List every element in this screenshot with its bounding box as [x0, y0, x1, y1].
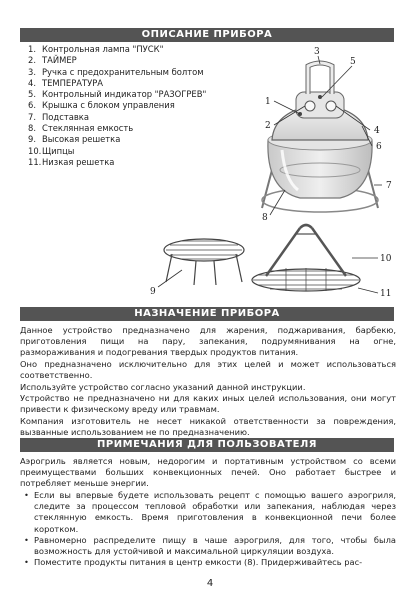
lid: [272, 92, 368, 140]
list-item: • Равномерно распределите пищу в чаше аэрогриля, для того, чтобы была возможность для устойчивой и максимальной циркуляции воздуха.: [20, 535, 396, 557]
item-number: 2.: [28, 55, 36, 66]
notes-list: [20, 490, 396, 568]
section-header-notes: ПРИМЕЧАНИЯ ДЛЯ ПОЛЬЗОВАТЕЛЯ: [20, 438, 394, 452]
item-number: 4.: [28, 77, 36, 88]
item-label: ТАЙМЕР: [42, 55, 77, 66]
callout-1: 1: [265, 97, 271, 107]
callout-7: 7: [386, 181, 392, 191]
callout-4: 4: [374, 126, 380, 136]
item-number: 10.: [28, 145, 42, 156]
item-label: ТЕМПЕРАТУРА: [42, 77, 104, 88]
item-label: Высокая решетка: [42, 134, 121, 145]
callout-10: 10: [380, 254, 392, 264]
item-label: Стеклянная емкость: [42, 123, 134, 134]
callout-8: 8: [262, 213, 268, 223]
callout-2: 2: [265, 121, 271, 131]
item-number: 3.: [28, 66, 36, 77]
item-label: Ручка с предохранительным болтом: [42, 66, 204, 77]
purpose-paragraph-3: Используйте устройство согласно указаний данной инструкции.: [20, 382, 306, 392]
callout-3: 3: [314, 47, 320, 57]
item-number: 11.: [28, 156, 42, 167]
page-number: 4: [206, 578, 214, 589]
purpose-paragraph-5: Компания изготовитель не несет никакой ответственности за повреждения, вызванные использованием не по предназначению.: [20, 416, 396, 438]
notes-intro: Аэрогриль является новым, недорогим и портативным устройством со всеми преимуществами больших конвекционных печей. Оно работает быстрее и потребляет меньше энергии.: [20, 456, 396, 489]
item-number: 1.: [28, 44, 36, 54]
handle: [308, 63, 332, 94]
item-number: 7.: [28, 111, 36, 122]
purpose-paragraph-4: Устройство не предназначено ни для каких иных целей использования, они могут привести к физическому вреду или травмам.: [20, 393, 396, 415]
item-number: 9.: [28, 134, 36, 145]
item-number: 6.: [28, 100, 36, 111]
callout-11: 11: [380, 289, 392, 299]
item-number: 5.: [28, 89, 36, 100]
callout-5: 5: [350, 57, 356, 67]
item-label: Щипцы: [42, 145, 75, 156]
item-label: Контрольный индикатор "РАЗОГРЕВ": [42, 89, 207, 100]
high-rack: [164, 239, 244, 285]
callout-6: 6: [376, 142, 382, 152]
item-label: Контрольная лампа "ПУСК": [42, 44, 164, 54]
item-label: Крышка с блоком управления: [42, 100, 175, 111]
list-item: • Поместите продукты питания в центр емкости (8). Придерживайтесь рас-: [20, 557, 396, 568]
section-header-purpose: НАЗНАЧЕНИЕ ПРИБОРА: [20, 307, 394, 321]
item-label: Низкая решетка: [42, 156, 115, 167]
section-header-description: ОПИСАНИЕ ПРИБОРА: [20, 28, 394, 42]
purpose-paragraph-2: Оно предназначено исключительно для этих целей и может использоваться соответственно.: [20, 359, 396, 381]
callout-9: 9: [150, 287, 156, 297]
item-label: Подставка: [42, 111, 89, 122]
list-item: • Если вы впервые будете использовать рецепт с помощью вашего аэрогриля, следите за процессом тепловой обработки или запекания, наблюдая через стеклянную емкость. Время приготовления в конвекционной печи более коротком.: [20, 490, 396, 535]
purpose-paragraph-1: Данное устройство предназначено для жарения, поджаривания, барбекю, приготовления пищи на пару, запекания, подрумянивания на огне, размораживания и подогревания твердых продуктов питания.: [20, 325, 396, 358]
item-number: 8.: [28, 123, 36, 134]
